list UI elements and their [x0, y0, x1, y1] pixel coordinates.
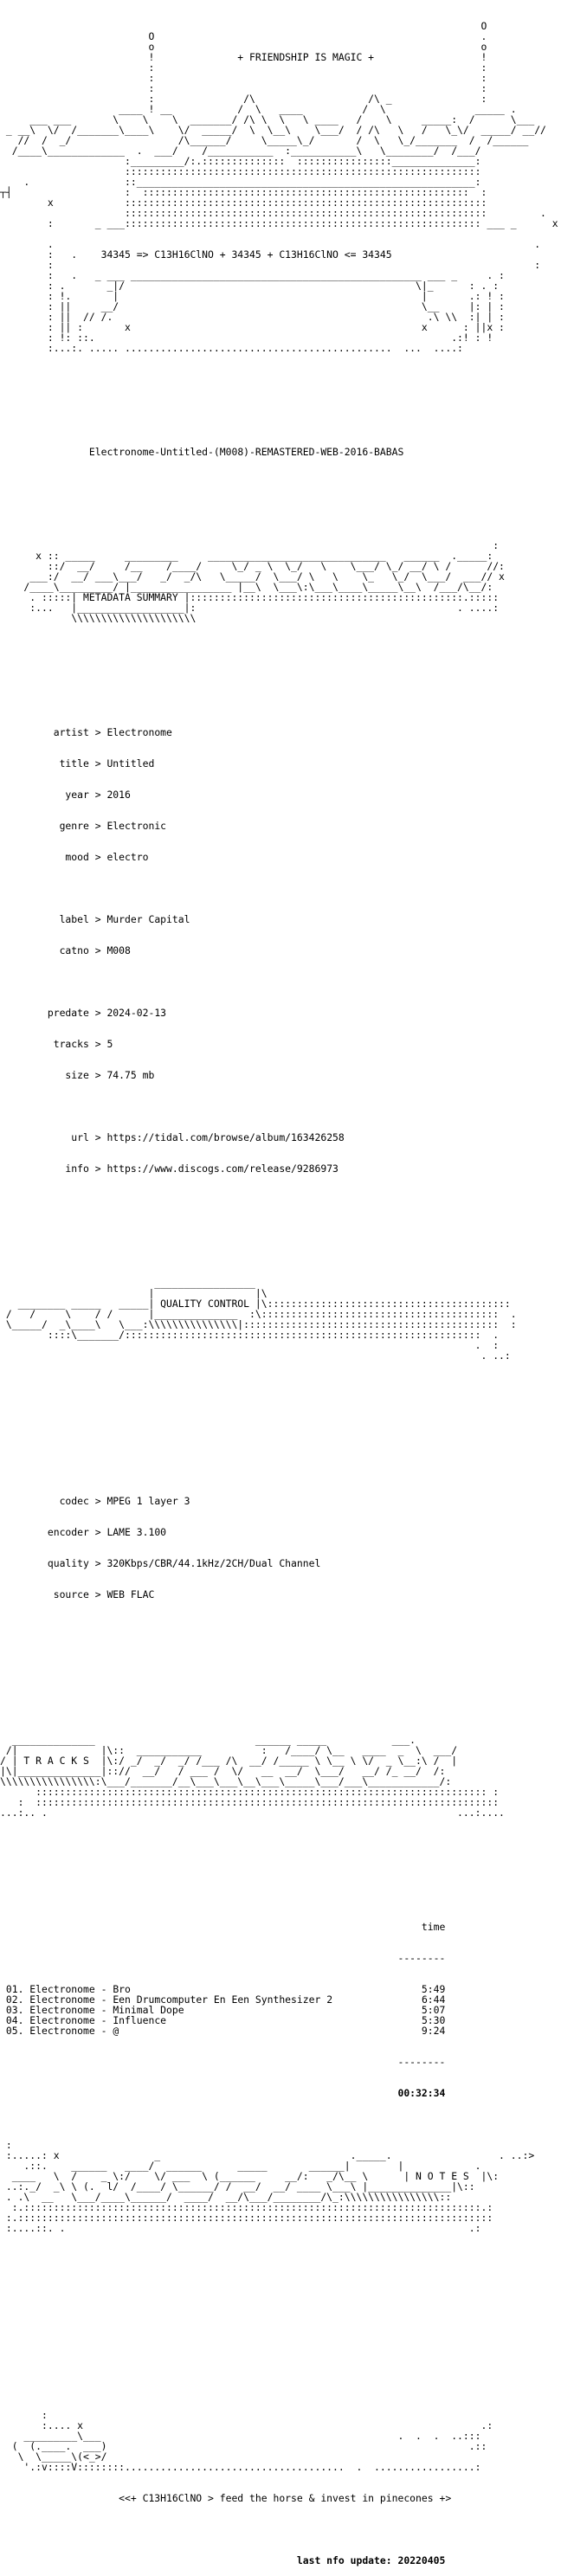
- tracks-art-line: :::::::::::::::::::::::::::::::::::::::::::::::::::::::::::::::::::::::::::: :: [0, 1786, 500, 1798]
- header-art-line: ::::::::::::::::::::::::::::::::::::::::::::::::::::::::::::: .: [0, 207, 546, 219]
- header-art-line: : :: [0, 61, 487, 74]
- header-art-line: [0, 415, 561, 426]
- footer-art: [0, 2410, 561, 2472]
- header-art-line: : . _ ___ _________________________________________________ ___ _ . :: [0, 269, 505, 281]
- track-artist: Electronome: [29, 2004, 95, 2016]
- footer-art-line: :: [0, 2409, 48, 2421]
- footer-message-line: <<+ C13H16ClNO > feed the horse & invest in pinecones +>: [119, 2492, 452, 2504]
- header-art-line: ___ ___ \ \ \ _______/ /\ \ \ \ ____ / \ _____: / \___: [0, 113, 535, 126]
- tracklist-divider-bottom: --------: [397, 2056, 446, 2068]
- track-row: 02. Electronome - Een Drumcomputer En Een Synthesizer 2 6:44: [5, 1993, 446, 2006]
- header-ascii-banner: [0, 21, 561, 426]
- quality-art-line: . :: [0, 1339, 500, 1351]
- header-art-line: ::::::::::::::::::::::::::::::::::::::::::::::::::::::::::::: [0, 165, 481, 177]
- header-art-line: ____ ! __ / \ ____ / \ _____ .: [0, 103, 517, 115]
- track-time: 5:49: [421, 1983, 446, 1995]
- header-art-line: o o: [0, 41, 487, 53]
- header-art-line: O: [0, 20, 487, 32]
- header-art-line: : :: [0, 82, 487, 94]
- quality-art-line: \_____/ _\____\ \___:\\\\\\\\\\\\\\\|::::::::::::::::::::::::::::::::::::::::::: :: [0, 1318, 517, 1330]
- tracklist: [0, 1901, 561, 2119]
- track-artist: Electronome: [29, 2025, 95, 2037]
- header-art-line: : !: ::. .:! : !: [0, 332, 493, 344]
- track-time: 9:24: [421, 2025, 446, 2037]
- quality-art-line: . ..:: [0, 1349, 511, 1362]
- header-art-line: // / _/ /\______/ \_____\_/ / \ \_/_______ / /______: [0, 134, 529, 146]
- metadata-art-line: ::/ __/ /__ /____/ \_/ _ \ \_/ \ \___/ \_/ __/ \ / //:: [0, 560, 505, 572]
- release-name: Electronome-Untitled-(M008)-REMASTERED-WEB-2016-BABAS: [88, 446, 404, 458]
- metadata-art-line: . :::::| METADATA SUMMARY |::::::::::::::::::::::::::::::::::::::::::::::.:::::: [0, 591, 500, 603]
- tracks-art-line: |\|______________|::// __/ / ___ / \/ __ __/ \___/ __/ /_ __/ /:: [0, 1765, 446, 1777]
- track-title: Bro: [113, 1983, 131, 1995]
- header-art-line: :...:. ..... ............................................. ... ....:: [0, 342, 463, 354]
- header-art-line: _ __\ \/ /_______\____\ \/ _____/ \ \__\ \___/ / /\ \ / \_\/ _____/ __//: [0, 124, 546, 136]
- header-art-line: ┬┤ : ::::::::::::::::::::::::::::::::::::::::::::::::::::::: :: [0, 186, 487, 198]
- footer-art-line: ( (.____. ___) .::: [0, 2440, 487, 2452]
- header-art-line: . .: [0, 238, 541, 250]
- header-art-line: : :: [0, 259, 541, 271]
- header-art-line: [0, 384, 561, 395]
- quality-row-codec: codec > MPEG 1 layer 3: [0, 1495, 190, 1507]
- track-number: 02.: [5, 1993, 24, 2006]
- metadata-art-line: :: [0, 539, 500, 551]
- tracks-art-line: \\\\\\\\\\\\\\\\:\___/_______/__\___\___\__\___\_____\___/___\____________/:: [0, 1775, 452, 1787]
- track-row: 03. Electronome - Minimal Dope 5:07: [5, 2004, 446, 2016]
- tracklist-total-time: 00:32:34: [397, 2087, 446, 2099]
- header-art-line: : || : x x : ||x :: [0, 321, 505, 333]
- header-art-line: : || // /. .\ \\ :| | :: [0, 311, 505, 323]
- track-rows: [0, 1984, 561, 2036]
- track-time: 5:07: [421, 2004, 446, 2016]
- tracks-art-line: / | T R A C K S |\:/ _/ _/ _/ /___ /\ __/ /_____ \ \__ \ \/ _ \__:\ / |: [0, 1755, 458, 1767]
- track-time: 5:30: [421, 2014, 446, 2026]
- header-art-line: :_________/:.:::::::::::::: ::::::::::::::::______________:: [0, 155, 481, 167]
- quality-row-encoder: encoder > LAME 3.100: [0, 1526, 167, 1538]
- header-art-line: [0, 353, 561, 364]
- notes-art-line: :.:::::::::::::::::::::::::::::::::::::::::::::::::::::::::::::::::::::::::::::.:: [0, 2201, 493, 2213]
- track-time: 6:44: [421, 1993, 446, 2006]
- header-art-line: [0, 395, 561, 405]
- notes-banner: [0, 2140, 561, 2233]
- track-artist: Electronome: [29, 2014, 95, 2026]
- footer-art-line: \ \_____\(<_>/: [0, 2450, 113, 2463]
- footer-art-line: _________\___ . . . ..:::: [0, 2430, 481, 2442]
- quality-art-line: | |\: [0, 1287, 268, 1299]
- notes-art-line: :....::. . .:: [0, 2222, 481, 2234]
- header-art-line: x :::::::::::::::::::::::::::::::::::::::::::::::::::::::::::::: [0, 196, 487, 209]
- metadata-row-genre: genre > Electronic: [0, 820, 167, 832]
- header-art-line: [0, 405, 561, 415]
- header-art-line: : || __/ \__ |: | :: [0, 300, 505, 312]
- quality-list: [0, 1475, 561, 1620]
- tracks-art-line: ______________ ______ _____ ___.: [0, 1734, 416, 1746]
- metadata-row-info: info > https://www.discogs.com/release/9286973: [0, 1162, 339, 1175]
- tracks-banner: [0, 1735, 561, 1818]
- header-art-line: : /\ /\ _ :: [0, 93, 487, 105]
- metadata-row-title: title > Untitled: [0, 757, 155, 770]
- tracklist-time-header: time: [421, 1921, 446, 1933]
- track-title: @: [113, 2025, 119, 2037]
- header-art-line: ! + FRIENDSHIP IS MAGIC + !: [0, 51, 487, 63]
- quality-row-source: source > WEB FLAC: [0, 1588, 155, 1600]
- tracks-art-line: ...:.. . ...:....: [0, 1806, 505, 1819]
- header-art-line: : . _|/ \|_ : . :: [0, 280, 500, 292]
- track-row: 05. Electronome - @ 9:24: [5, 2025, 446, 2037]
- quality-row-quality: quality > 320Kbps/CBR/44.1kHz/2CH/Dual Channel: [0, 1557, 321, 1569]
- footer-update: last nfo update: 20220405: [296, 2554, 446, 2566]
- tracklist-divider-top: --------: [397, 1952, 446, 1964]
- metadata-art-line: \\\\\\\\\\\\\\\\\\\\\: [0, 612, 197, 624]
- metadata-row-tracks: tracks > 5: [0, 1038, 113, 1050]
- quality-art-line: ::::\_______/:::::::::::::::::::::::::::::::::::::::::::::::::::::::::::: .: [0, 1329, 500, 1341]
- metadata-art-line: /____\_________/ |_________________ |__\ \___\:\___\____\_____\__\ /___/\__/:: [0, 581, 493, 593]
- header-art-line: [0, 374, 561, 384]
- metadata-row-catno: catno > M008: [0, 944, 131, 956]
- track-row: 04. Electronome - Influence 5:30: [5, 2014, 446, 2026]
- notes-art-line: :: [0, 2139, 12, 2151]
- footer-art-line: :.... x .:: [0, 2419, 493, 2431]
- quality-art-line: / / \ / / |______________ :\:::::::::::::::::::::::::::::::::::::::: .: [0, 1308, 517, 1320]
- header-art-line: : !. | | .: ! :: [0, 290, 505, 302]
- notes-art-line: :.....: x _ ._____. . ..:>: [0, 2149, 535, 2161]
- footer-art-line: '.:v::::V::::::::..................................... . .................:: [0, 2461, 481, 2473]
- metadata-list: [0, 706, 561, 1195]
- metadata-row-url: url > https://tidal.com/browse/album/163426258: [0, 1131, 345, 1143]
- track-title: Minimal Dope: [113, 2004, 184, 2016]
- notes-art-line: . .\ __ \___/____\______/ ____/ __/\___/________/\_:\\\\\\\\\\\\\\\\::: [0, 2191, 452, 2203]
- header-art-line: O .: [0, 30, 487, 42]
- notes-art-line: :.::::::::::::::::::::::::::::::::::::::::::::::::::::::::::::::::::::::::::::::::: [0, 2212, 493, 2224]
- header-art-line: /____\_____________ . ___/ /___________ :___________\ \________/ /___/: [0, 145, 481, 157]
- quality-art-line: _________________: [0, 1277, 255, 1289]
- header-art-line: : :: [0, 72, 487, 84]
- quality-control-banner: [0, 1278, 561, 1361]
- notes-art-line: ..:._/ _\ \ (. l/ /____/ \______/ / __/ __/ ____ \___\ |______________|\::: [0, 2180, 475, 2193]
- metadata-row-mood: mood > electro: [0, 851, 149, 863]
- track-number: 05.: [5, 2025, 24, 2037]
- track-artist: Electronome: [29, 1983, 95, 1995]
- notes-art-line: .::. ______ ____/ ______ _____ ______| | .: [0, 2160, 481, 2172]
- header-art-line: [0, 364, 561, 374]
- quality-art-line: ________ _____ _____| QUALITY CONTROL |\:::::::::::::::::::::::::::::::::::::::::: [0, 1298, 511, 1310]
- metadata-row-size: size > 74.75 mb: [0, 1069, 155, 1081]
- metadata-row-year: year > 2016: [0, 789, 131, 801]
- metadata-row-label: label > Murder Capital: [0, 913, 190, 925]
- metadata-art-line: :... |__________________|: . ....:: [0, 602, 500, 614]
- header-art-line: : . 34345 => C13H16ClNO + 34345 + C13H16ClNO <= 34345: [0, 248, 392, 261]
- metadata-summary-banner: [0, 540, 561, 623]
- tracks-art-line: /| |\:: ___________ : /____/ \__ ____ _ \ ___/: [0, 1744, 458, 1756]
- track-number: 01.: [5, 1983, 24, 1995]
- header-art-line: : _ ___:::::::::::::::::::::::::::::::::::::::::::::::::::::::::::: ___ _ x: [0, 217, 558, 229]
- metadata-art-line: ___:/ __/ ___\___/ _/ _/\ \_____/ \___/ \ \ \_ \_/ \___/ ___// x: [0, 570, 505, 583]
- track-artist: Electronome: [29, 1993, 95, 2006]
- track-row: 01. Electronome - Bro 5:49: [5, 1983, 446, 1995]
- metadata-row-predate: predate > 2024-02-13: [0, 1007, 167, 1019]
- header-art-line: . ::_________________________________________________________:: [0, 176, 481, 188]
- track-title: Influence: [113, 2014, 167, 2026]
- metadata-row-artist: artist > Electronome: [0, 726, 172, 738]
- track-number: 03.: [5, 2004, 24, 2016]
- metadata-art-line: x :: _____ _________ ______________________________ ______ ._____:: [0, 550, 493, 562]
- track-title: Een Drumcomputer En Een Synthesizer 2: [113, 1993, 333, 2006]
- tracks-art-line: : ::::::::::::::::::::::::::::::::::::::::::::::::::::::::::::::::::::::::::::::: [0, 1796, 500, 1808]
- notes-art-line: ____ \ / _ \:/ \/ ___ \ (______ __/: _/\__ \ | N O T E S |\:: [0, 2170, 500, 2182]
- track-number: 04.: [5, 2014, 24, 2026]
